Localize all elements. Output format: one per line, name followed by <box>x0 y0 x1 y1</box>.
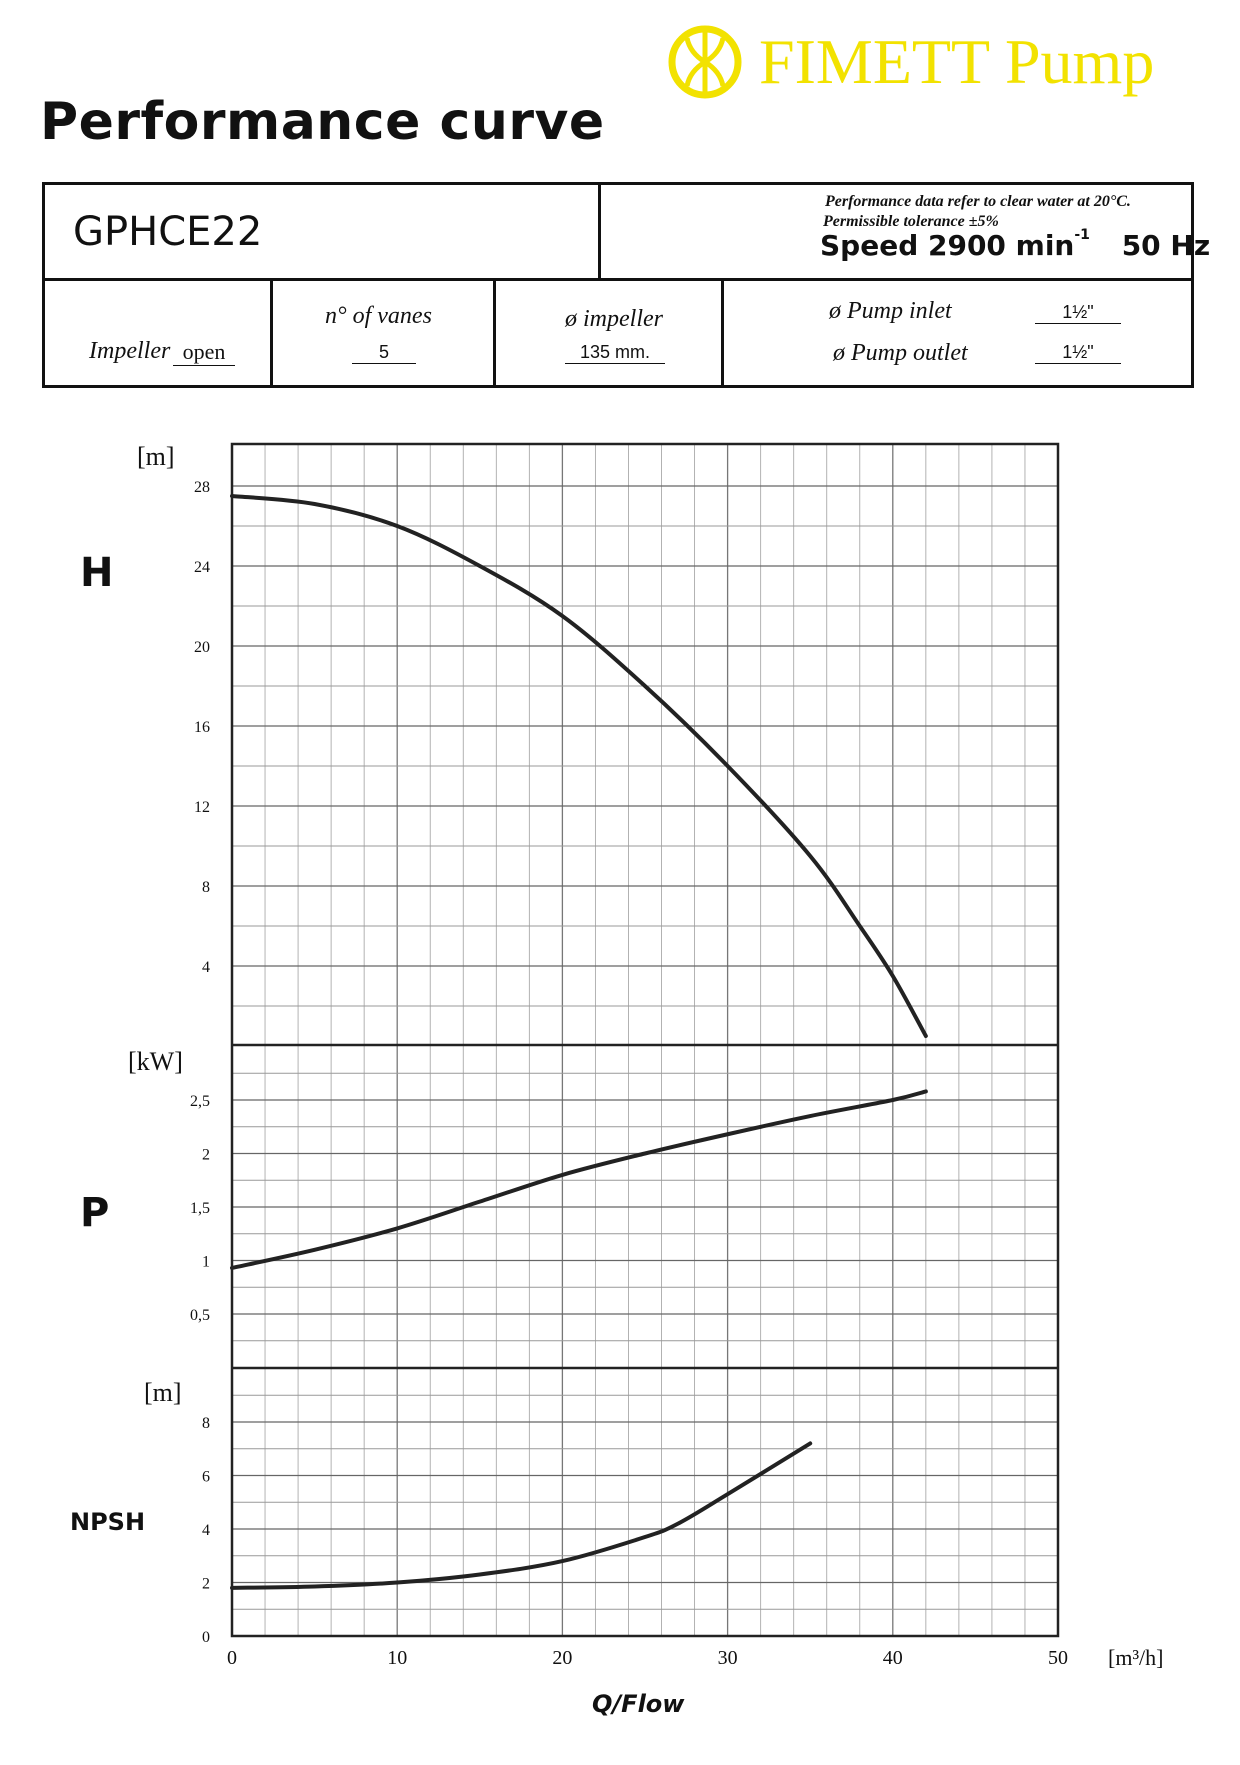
vanes-value: 5 <box>352 342 416 364</box>
power-unit-label: [kW] <box>128 1047 183 1076</box>
x-tick-label: 50 <box>1048 1647 1068 1669</box>
p-y-tick-label: 0,5 <box>190 1307 210 1324</box>
outlet-label: ø Pump outlet <box>833 340 968 366</box>
p-y-tick-label: 1 <box>202 1253 210 1271</box>
h-y-tick-label: 28 <box>194 479 210 496</box>
impeller-diameter-value: 135 mm. <box>565 342 665 364</box>
npsh-y-tick-label: 0 <box>202 1629 210 1646</box>
ticks <box>190 479 1068 1669</box>
frequency: 50 Hz <box>1121 229 1211 262</box>
flow-axis-title: Q/Flow <box>592 1690 685 1718</box>
npsh-panel-label: NPSH <box>70 1508 146 1536</box>
head-panel-label: H <box>80 550 114 596</box>
npsh-y-tick-label: 6 <box>202 1468 210 1486</box>
tolerance-note: Permissible tolerance ±5% <box>823 213 999 230</box>
inlet-value: 1½" <box>1035 302 1121 324</box>
brand-name: FIMETT Pump <box>759 26 1155 97</box>
page-title: Performance curve <box>40 92 605 152</box>
x-tick-label: 40 <box>882 1647 903 1669</box>
impeller-diameter-label: ø impeller <box>565 306 663 332</box>
speed-exponent: -1 <box>1074 226 1090 243</box>
inlet-label: ø Pump inlet <box>829 298 952 324</box>
npsh-y-tick-label: 2 <box>202 1575 210 1593</box>
p-y-tick-label: 2 <box>202 1146 210 1164</box>
h-y-tick-label: 12 <box>194 799 210 816</box>
impeller-label: Impeller <box>89 338 171 364</box>
power-panel-label: P <box>80 1190 110 1236</box>
x-tick-label: 20 <box>552 1647 573 1669</box>
vanes-label: n° of vanes <box>325 303 432 329</box>
h-y-tick-label: 4 <box>202 959 210 976</box>
head-unit-label: [m] <box>137 442 175 471</box>
conditions-note: Performance data refer to clear water at 20°C. <box>825 193 1131 210</box>
x-tick-label: 10 <box>387 1647 408 1669</box>
h-y-tick-label: 24 <box>194 559 210 576</box>
flow-unit-label: [m³/h] <box>1108 1645 1164 1670</box>
speed-value: 2900 min <box>927 229 1075 262</box>
p-y-tick-label: 2,5 <box>190 1093 210 1110</box>
h-y-tick-label: 8 <box>202 879 210 896</box>
h-y-tick-label: 20 <box>194 639 210 656</box>
x-tick-label: 30 <box>717 1647 738 1669</box>
model-name: GPHCE22 <box>73 209 263 255</box>
speed-label: Speed <box>820 229 919 262</box>
x-tick-label: 0 <box>227 1647 237 1669</box>
p-y-tick-label: 1,5 <box>190 1200 210 1217</box>
outlet-value: 1½" <box>1035 342 1121 364</box>
impeller-type: open <box>173 339 235 366</box>
npsh-y-tick-label: 8 <box>202 1415 210 1432</box>
npsh-curve <box>232 1443 810 1587</box>
p-curve <box>232 1091 926 1268</box>
grid <box>232 444 1058 1636</box>
h-y-tick-label: 16 <box>194 719 210 736</box>
npsh-y-tick-label: 4 <box>202 1522 210 1539</box>
npsh-unit-label: [m] <box>144 1378 182 1407</box>
curves <box>232 496 926 1588</box>
chart-frame <box>232 444 1058 1636</box>
